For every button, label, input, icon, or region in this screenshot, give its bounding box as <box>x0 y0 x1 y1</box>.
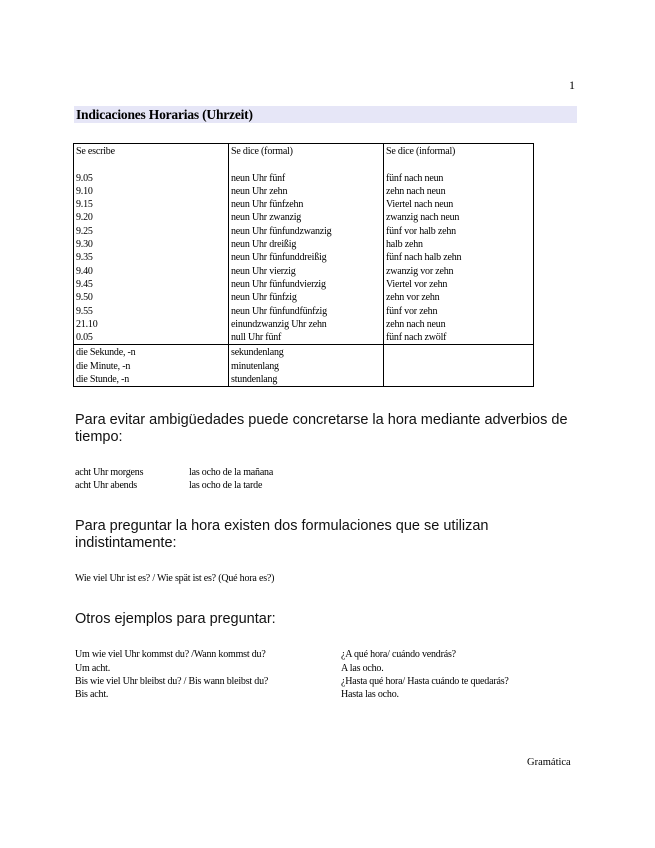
duration-empty-cell <box>384 345 534 387</box>
time-informal: zwanzig vor zehn <box>386 265 454 277</box>
duration-adverb-column <box>229 345 384 387</box>
time-written: 21.10 <box>76 318 98 330</box>
time-table-main-row <box>74 144 534 345</box>
time-written: 9.35 <box>76 252 93 264</box>
time-written: 9.20 <box>76 212 93 224</box>
section-title: Indicaciones Horarias (Uhrzeit) <box>74 106 577 123</box>
example-german: Um acht. <box>75 663 111 674</box>
paragraph-adverbs-intro: Para evitar ambigüedades puede concretarse la hora mediante adverbios de tiempo: <box>75 412 568 445</box>
time-formal: neun Uhr fünfunddreißig <box>231 252 327 264</box>
time-formal: neun Uhr fünfzehn <box>231 199 304 211</box>
duration-adverb: stundenlang <box>231 374 278 386</box>
time-informal: zwanzig nach neun <box>386 212 460 224</box>
informal-column <box>384 144 534 345</box>
example-german: Bis wie viel Uhr bleibst du? / Bis wann bleibst du? <box>75 676 269 687</box>
formal-column <box>229 144 384 345</box>
duration-noun-column <box>74 345 229 387</box>
header-formal: Se dice (formal) <box>231 146 293 157</box>
paragraph-asking-time-intro: Para preguntar la hora existen dos formulaciones que se utilizan indistintamente: <box>75 518 489 551</box>
duration-row <box>74 345 534 387</box>
question-line: Wie viel Uhr ist es? / Wie spät ist es? (Qué hora es?) <box>75 573 275 584</box>
time-informal: halb zehn <box>386 239 423 251</box>
footer-label: Gramática <box>527 757 571 768</box>
time-written: 0.05 <box>76 332 93 344</box>
time-written: 9.15 <box>76 199 93 211</box>
header-informal: Se dice (informal) <box>386 146 456 157</box>
time-formal: neun Uhr fünfundfünfzig <box>231 305 327 317</box>
time-formal: neun Uhr fünfundvierzig <box>231 278 326 290</box>
time-formal: neun Uhr zwanzig <box>231 212 302 224</box>
time-informal: fünf nach zwölf <box>386 332 447 344</box>
adverb-example-german: acht Uhr abends <box>75 480 137 491</box>
paragraph-other-examples-intro: Otros ejemplos para preguntar: <box>75 611 276 627</box>
duration-adverb: minutenlang <box>231 360 279 372</box>
written-column <box>74 144 229 345</box>
time-formal: einundzwanzig Uhr zehn <box>231 318 327 330</box>
time-informal: fünf nach halb zehn <box>386 252 462 264</box>
header-spacer <box>386 158 531 171</box>
time-informal: fünf nach neun <box>386 172 444 184</box>
duration-noun: die Stunde, -n <box>76 374 130 386</box>
duration-adverb: sekundenlang <box>231 347 284 359</box>
time-written: 9.25 <box>76 225 93 237</box>
header-spacer <box>231 158 381 171</box>
time-informal: fünf vor zehn <box>386 305 438 317</box>
header-written: Se escribe <box>76 146 115 157</box>
time-written: 9.55 <box>76 305 93 317</box>
duration-noun: die Minute, -n <box>76 360 131 372</box>
time-formal: neun Uhr fünfzig <box>231 292 297 304</box>
time-written: 9.50 <box>76 292 93 304</box>
time-formal: neun Uhr dreißig <box>231 239 297 251</box>
adverb-example-german: acht Uhr morgens <box>75 467 144 478</box>
example-german: Um wie viel Uhr kommst du? /Wann kommst du? <box>75 649 266 660</box>
adverb-example-spanish: las ocho de la mañana <box>189 467 274 478</box>
time-formal: neun Uhr fünfundzwanzig <box>231 225 332 237</box>
example-german: Bis acht. <box>75 689 109 700</box>
adverb-example-spanish: las ocho de la tarde <box>189 480 263 491</box>
example-spanish: Hasta las ocho. <box>341 689 399 700</box>
time-table <box>73 143 534 387</box>
time-informal: fünf vor halb zehn <box>386 225 456 237</box>
time-informal: zehn nach neun <box>386 318 446 330</box>
time-written: 9.45 <box>76 278 93 290</box>
example-spanish: ¿Hasta qué hora/ Hasta cuándo te quedarás? <box>341 676 509 687</box>
time-informal: Viertel vor zehn <box>386 278 448 290</box>
time-written: 9.10 <box>76 185 93 197</box>
example-spanish: A las ocho. <box>341 663 384 674</box>
header-spacer <box>76 158 226 171</box>
time-informal: zehn nach neun <box>386 185 446 197</box>
time-written: 9.40 <box>76 265 93 277</box>
example-spanish: ¿A qué hora/ cuándo vendrás? <box>341 649 456 660</box>
time-formal: neun Uhr zehn <box>231 185 288 197</box>
time-formal: neun Uhr fünf <box>231 172 286 184</box>
time-informal: zehn vor zehn <box>386 292 440 304</box>
time-formal: null Uhr fünf <box>231 332 282 344</box>
time-formal: neun Uhr vierzig <box>231 265 296 277</box>
page-number: 1 <box>569 78 575 92</box>
duration-noun: die Sekunde, -n <box>76 347 136 359</box>
time-written: 9.05 <box>76 172 93 184</box>
time-informal: Viertel nach neun <box>386 199 454 211</box>
time-written: 9.30 <box>76 239 93 251</box>
